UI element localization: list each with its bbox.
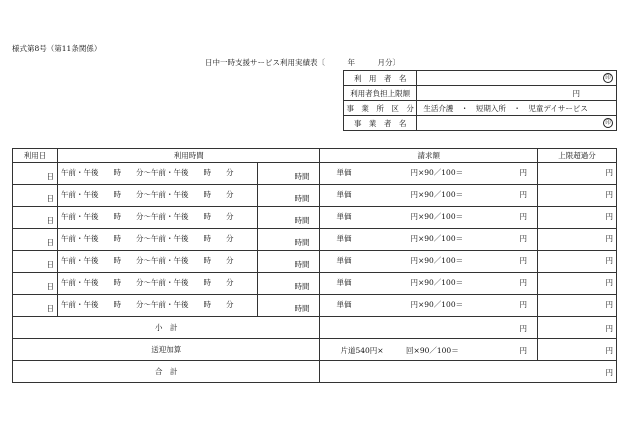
billing-yen: 円 xyxy=(519,190,528,199)
formula-text: 円×90／100＝ xyxy=(410,278,464,287)
burden-limit-label: 利用者負担上限額 xyxy=(344,86,417,101)
hours-unit: 時間 xyxy=(294,194,310,203)
billing-yen: 円 xyxy=(519,234,528,243)
transport-label: 送迎加算 xyxy=(13,339,320,361)
time-range-text: 午前・午後 時 分〜午前・午後 時 分 xyxy=(60,278,234,287)
billing-cell[interactable] xyxy=(320,295,538,317)
hours-cell[interactable] xyxy=(257,163,320,185)
hours-cell[interactable] xyxy=(257,251,320,273)
time-range-text: 午前・午後 時 分〜午前・午後 時 分 xyxy=(60,212,234,221)
date-cell[interactable] xyxy=(13,295,58,317)
billing-cell[interactable] xyxy=(320,207,538,229)
table-row xyxy=(13,229,617,251)
day-unit: 日 xyxy=(46,260,54,269)
hours-cell[interactable] xyxy=(257,207,320,229)
category-options: 生活介護 ・ 短期入所 ・ 児童デイサービス xyxy=(423,103,588,113)
over-limit-yen: 円 xyxy=(605,212,613,221)
hours-unit: 時間 xyxy=(294,238,310,247)
header-date: 利用日 xyxy=(13,149,58,163)
unit-price-label: 単価 xyxy=(336,212,352,221)
formula-text: 円×90／100＝ xyxy=(410,168,464,177)
over-limit-cell[interactable] xyxy=(538,229,617,251)
formula-text: 円×90／100＝ xyxy=(410,212,464,221)
burden-limit-field[interactable] xyxy=(417,86,617,101)
hours-cell[interactable] xyxy=(257,229,320,251)
billing-yen: 円 xyxy=(519,168,528,177)
date-cell[interactable] xyxy=(13,273,58,295)
subtotal-over-yen: 円 xyxy=(605,324,613,333)
table-row xyxy=(13,251,617,273)
time-range-cell[interactable] xyxy=(57,295,257,317)
category-label: 事 業 所 区 分 xyxy=(344,101,417,116)
seal-icon: 印 xyxy=(603,118,613,128)
billing-cell[interactable] xyxy=(320,163,538,185)
billing-cell[interactable] xyxy=(320,229,538,251)
formula-text: 円×90／100＝ xyxy=(410,300,464,309)
unit-price-label: 単価 xyxy=(336,300,352,309)
hours-cell[interactable] xyxy=(257,273,320,295)
user-name-label: 利 用 者 名 xyxy=(344,71,417,86)
unit-price-label: 単価 xyxy=(336,278,352,287)
billing-yen: 円 xyxy=(519,278,528,287)
time-range-text: 午前・午後 時 分〜午前・午後 時 分 xyxy=(60,234,234,243)
day-unit: 日 xyxy=(46,238,54,247)
date-cell[interactable] xyxy=(13,207,58,229)
subtotal-row xyxy=(13,317,617,339)
header-over-limit: 上限超過分 xyxy=(538,149,617,163)
over-limit-cell[interactable] xyxy=(538,185,617,207)
hours-unit: 時間 xyxy=(294,216,310,225)
total-row xyxy=(13,361,617,383)
business-name-field[interactable] xyxy=(417,116,617,131)
user-name-field[interactable] xyxy=(417,71,617,86)
day-unit: 日 xyxy=(46,172,54,181)
table-row xyxy=(13,207,617,229)
time-range-text: 午前・午後 時 分〜午前・午後 時 分 xyxy=(60,168,234,177)
over-limit-cell[interactable] xyxy=(538,295,617,317)
total-label: 合 計 xyxy=(13,361,320,383)
usage-table xyxy=(12,148,617,383)
date-cell[interactable] xyxy=(13,163,58,185)
unit-price-label: 単価 xyxy=(336,168,352,177)
transport-row xyxy=(13,339,617,361)
date-cell[interactable] xyxy=(13,185,58,207)
billing-yen: 円 xyxy=(519,300,528,309)
hours-unit: 時間 xyxy=(294,282,310,291)
over-limit-yen: 円 xyxy=(605,168,613,177)
header-time: 利用時間 xyxy=(57,149,320,163)
total-yen: 円 xyxy=(605,368,613,377)
time-range-text: 午前・午後 時 分〜午前・午後 時 分 xyxy=(60,190,234,199)
time-range-cell[interactable] xyxy=(57,273,257,295)
billing-yen: 円 xyxy=(519,256,528,265)
hours-cell[interactable] xyxy=(257,185,320,207)
over-limit-cell[interactable] xyxy=(538,163,617,185)
transport-over-cell[interactable] xyxy=(538,339,617,361)
burden-limit-unit: 円 xyxy=(572,88,580,98)
over-limit-yen: 円 xyxy=(605,278,613,287)
date-cell[interactable] xyxy=(13,251,58,273)
table-row xyxy=(13,163,617,185)
billing-cell[interactable] xyxy=(320,273,538,295)
subtotal-label: 小 計 xyxy=(13,317,320,339)
time-range-cell[interactable] xyxy=(57,163,257,185)
total-cell[interactable] xyxy=(320,361,617,383)
over-limit-cell[interactable] xyxy=(538,207,617,229)
billing-cell[interactable] xyxy=(320,185,538,207)
subtotal-billing-yen: 円 xyxy=(519,324,528,333)
over-limit-yen: 円 xyxy=(605,256,613,265)
hours-unit: 時間 xyxy=(294,172,310,181)
transport-billing-yen: 円 xyxy=(519,346,528,355)
unit-price-label: 単価 xyxy=(336,234,352,243)
time-range-text: 午前・午後 時 分〜午前・午後 時 分 xyxy=(60,256,234,265)
hours-unit: 時間 xyxy=(294,260,310,269)
hours-unit: 時間 xyxy=(294,304,310,313)
business-name-label: 事 業 者 名 xyxy=(344,116,417,131)
over-limit-yen: 円 xyxy=(605,234,613,243)
billing-cell[interactable] xyxy=(320,251,538,273)
header-billing: 請求額 xyxy=(320,149,538,163)
over-limit-yen: 円 xyxy=(605,190,613,199)
formula-text: 円×90／100＝ xyxy=(410,256,464,265)
subtotal-billing-cell[interactable] xyxy=(320,317,538,339)
table-row xyxy=(13,273,617,295)
billing-yen: 円 xyxy=(519,212,528,221)
unit-price-label: 単価 xyxy=(336,190,352,199)
hours-cell[interactable] xyxy=(257,295,320,317)
table-row xyxy=(13,185,617,207)
seal-icon: 印 xyxy=(603,73,613,83)
day-unit: 日 xyxy=(46,304,54,313)
time-range-text: 午前・午後 時 分〜午前・午後 時 分 xyxy=(60,300,234,309)
time-range-cell[interactable] xyxy=(57,229,257,251)
over-limit-cell[interactable] xyxy=(538,251,617,273)
time-range-cell[interactable] xyxy=(57,207,257,229)
time-range-cell[interactable] xyxy=(57,185,257,207)
over-limit-yen: 円 xyxy=(605,300,613,309)
transport-billing-cell[interactable] xyxy=(320,339,538,361)
form-title: 日中一時支援サービス利用実績表〔 年 月分〕 xyxy=(205,58,400,67)
unit-price-label: 単価 xyxy=(336,256,352,265)
table-row xyxy=(13,295,617,317)
transport-over-yen: 円 xyxy=(605,346,613,355)
day-unit: 日 xyxy=(46,194,54,203)
info-table xyxy=(343,70,617,131)
form-number: 様式第8号（第11条関係） xyxy=(12,44,102,53)
over-limit-cell[interactable] xyxy=(538,273,617,295)
day-unit: 日 xyxy=(46,216,54,225)
subtotal-over-cell[interactable] xyxy=(538,317,617,339)
formula-text: 円×90／100＝ xyxy=(410,234,464,243)
transport-formula: 片道540円× 回×90／100＝ xyxy=(340,346,459,355)
date-cell[interactable] xyxy=(13,229,58,251)
formula-text: 円×90／100＝ xyxy=(410,190,464,199)
day-unit: 日 xyxy=(46,282,54,291)
time-range-cell[interactable] xyxy=(57,251,257,273)
category-field[interactable] xyxy=(417,101,617,116)
